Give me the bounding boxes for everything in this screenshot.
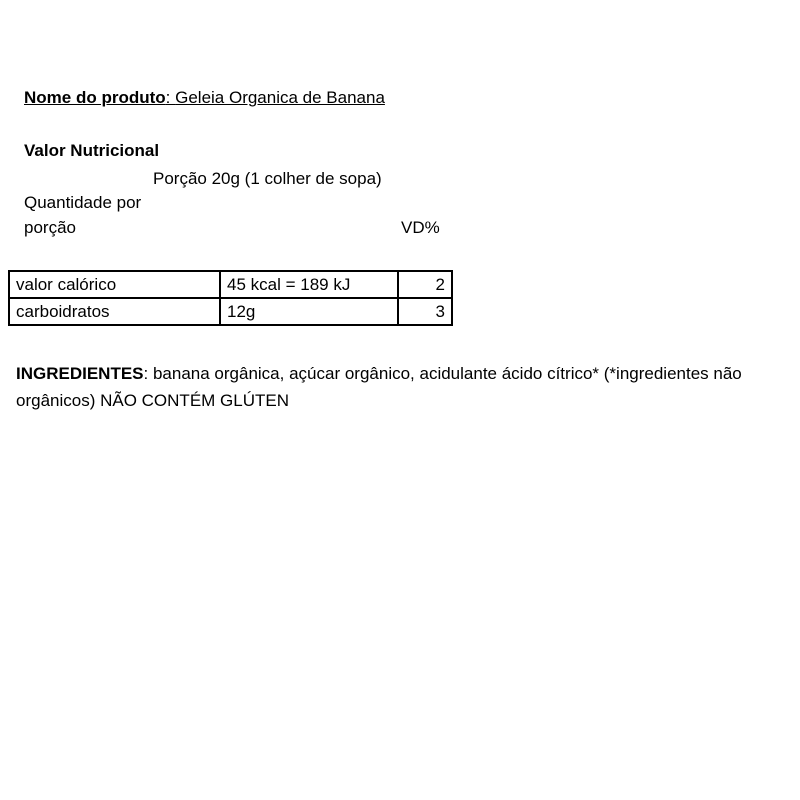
product-name-separator: : bbox=[165, 88, 176, 107]
nutrient-vd: 2 bbox=[398, 271, 452, 298]
table-row bbox=[9, 298, 452, 325]
product-name-label: Nome do produto bbox=[24, 88, 166, 107]
nutrient-vd: 3 bbox=[398, 298, 452, 325]
nutrient-name: carboidratos bbox=[9, 298, 220, 325]
nutrient-name: valor calórico bbox=[9, 271, 220, 298]
ingredients-paragraph bbox=[16, 360, 796, 414]
product-name-value: Geleia Organica de Banana bbox=[175, 88, 385, 107]
nutrient-amount: 12g bbox=[220, 298, 398, 325]
vd-percent-header: VD% bbox=[401, 218, 440, 237]
quantity-label-line1: Quantidade por bbox=[24, 193, 142, 212]
product-name-line bbox=[24, 88, 385, 108]
table-row bbox=[9, 271, 452, 298]
ingredients-label: INGREDIENTES bbox=[16, 364, 144, 383]
nutrition-table bbox=[8, 270, 453, 326]
nutrition-heading: Valor Nutricional bbox=[24, 141, 160, 160]
portion-size: Porção 20g (1 colher de sopa) bbox=[153, 169, 382, 188]
nutrient-amount: 45 kcal = 189 kJ bbox=[220, 271, 398, 298]
ingredients-text: : banana orgânica, açúcar orgânico, acidulante ácido cítrico* (*ingredientes não orgânicos) NÃO CONTÉM GLÚTEN bbox=[16, 364, 742, 410]
quantity-label-line2: porção bbox=[24, 218, 76, 237]
